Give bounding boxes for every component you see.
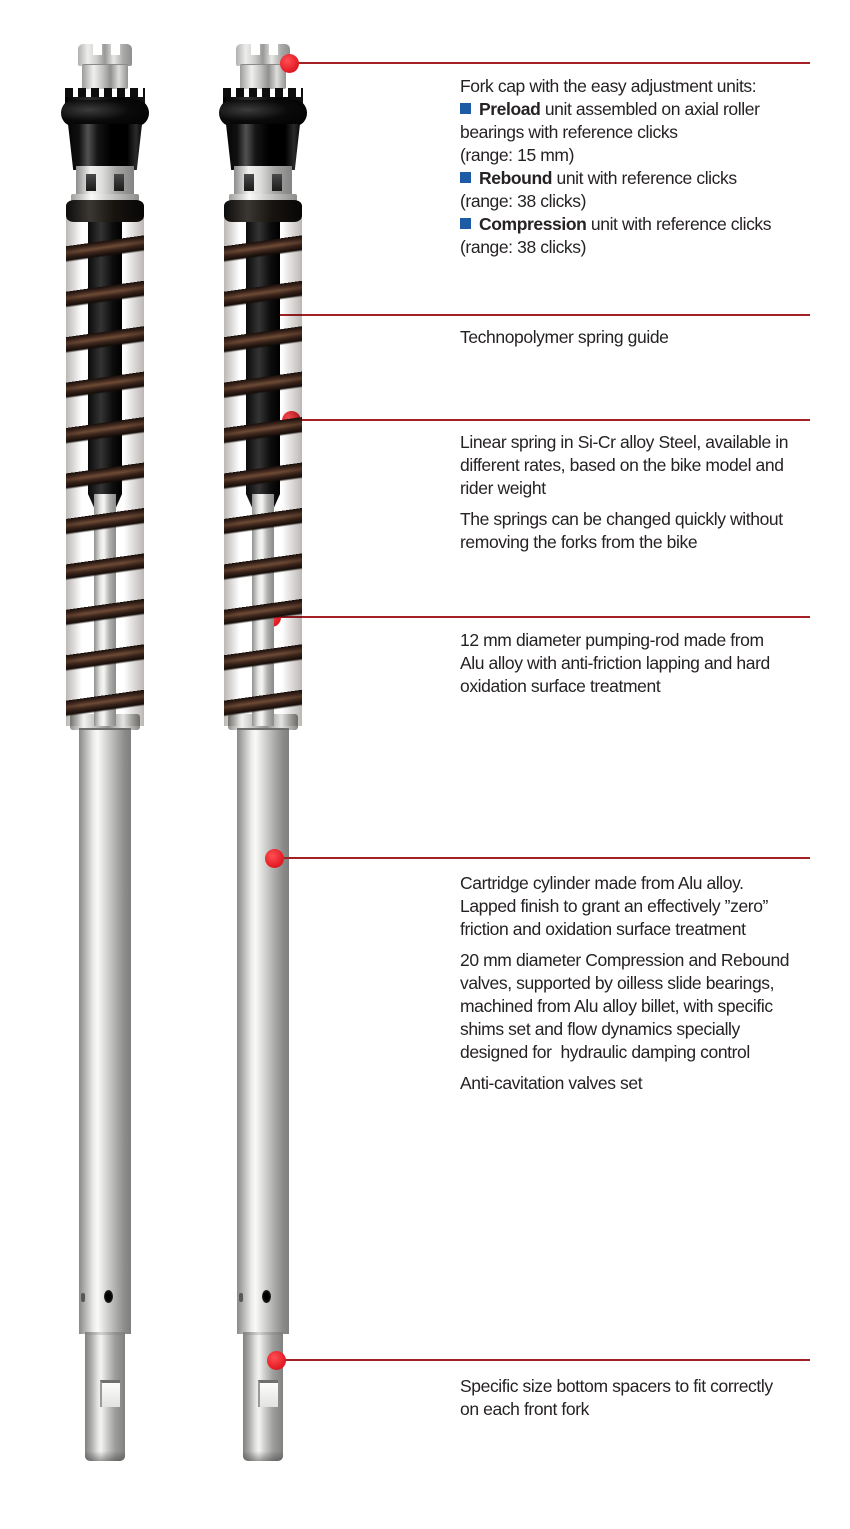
callout-line-pumping-rod	[271, 616, 810, 618]
cap-oring	[219, 100, 307, 126]
adjuster-base	[82, 64, 128, 89]
annotation-line: (range: 38 clicks)	[460, 191, 587, 211]
annotation-line: bearings with reference clicks	[460, 122, 678, 142]
annotation-line: oxidation surface treatment	[460, 676, 661, 696]
linear-spring	[224, 218, 302, 726]
spacer-slot	[258, 1380, 278, 1407]
callout-line-cartridge-cylinder	[274, 857, 810, 859]
bullet-square-icon	[460, 103, 471, 114]
annotation-line: on each front fork	[460, 1399, 589, 1419]
cylinder-hole	[104, 1290, 113, 1303]
annotation-cartridge-cylinder	[460, 872, 830, 1095]
fork-cap-body	[226, 124, 300, 170]
callout-dot-bottom-spacers	[267, 1351, 286, 1370]
cylinder-hole	[262, 1290, 271, 1303]
annotation-line: Lapped finish to grant an effectively ”zero”	[460, 896, 768, 916]
annotation-line: Cartridge cylinder made from Alu alloy.	[460, 873, 744, 893]
annotation-line: (range: 15 mm)	[460, 145, 575, 165]
annotation-line: The springs can be changed quickly without	[460, 509, 783, 529]
annotation-line: 20 mm diameter Compression and Rebound	[460, 950, 790, 970]
annotation-line: shims set and flow dynamics specially	[460, 1019, 740, 1039]
adjuster-base	[240, 64, 286, 89]
annotation-line: different rates, based on the bike model and	[460, 455, 784, 475]
annotation-line: valves, supported by oilless slide bearings,	[460, 973, 775, 993]
annotation-line: Specific size bottom spacers to fit correctly	[460, 1376, 773, 1396]
cartridge-cylinder	[79, 728, 131, 1334]
cap-oring	[61, 100, 149, 126]
annotation-line: Compression unit with reference clicks	[460, 213, 830, 236]
annotation-linear-spring	[460, 431, 830, 554]
spacer-slot	[100, 1380, 120, 1407]
annotation-line: removing the forks from the bike	[460, 532, 698, 552]
cartridge-cylinder	[237, 728, 289, 1334]
annotation-line: (range: 38 clicks)	[460, 237, 587, 257]
linear-spring	[66, 218, 144, 726]
fork-cartridge-left	[50, 0, 160, 1529]
callout-line-linear-spring	[291, 419, 810, 421]
annotation-line: Alu alloy with anti-friction lapping and hard	[460, 653, 770, 673]
annotation-fork-cap	[460, 75, 830, 259]
callout-line-bottom-spacers	[276, 1359, 810, 1361]
annotation-pumping-rod	[460, 629, 830, 698]
annotation-line: Fork cap with the easy adjustment units:	[460, 76, 757, 96]
callout-dot-cartridge-cylinder	[265, 849, 284, 868]
cylinder-mark	[239, 1293, 243, 1302]
annotation-line: rider weight	[460, 478, 546, 498]
preload-adjuster-knob	[78, 44, 132, 66]
bullet-square-icon	[460, 172, 471, 183]
annotation-line: Linear spring in Si-Cr alloy Steel, available in	[460, 432, 789, 452]
annotation-line: 12 mm diameter pumping-rod made from	[460, 630, 764, 650]
annotation-line: Rebound unit with reference clicks	[460, 167, 830, 190]
annotation-line: designed for hydraulic damping control	[460, 1042, 750, 1062]
annotation-line: Preload unit assembled on axial roller	[460, 98, 830, 121]
callout-dot-fork-cap	[280, 54, 299, 73]
annotation-line: Anti-cavitation valves set	[460, 1073, 643, 1093]
callout-line-fork-cap	[290, 62, 810, 64]
annotation-spring-guide	[460, 326, 830, 349]
annotation-line: friction and oxidation surface treatment	[460, 919, 746, 939]
bottom-spacer	[85, 1332, 125, 1461]
fork-cap-body	[68, 124, 142, 170]
bullet-square-icon	[460, 218, 471, 229]
fork-cartridge-right	[208, 0, 318, 1529]
cylinder-mark	[81, 1293, 85, 1302]
callout-line-spring-guide	[267, 314, 810, 316]
annotation-line: Technopolymer spring guide	[460, 327, 669, 347]
annotation-bottom-spacers	[460, 1375, 830, 1421]
annotation-line: machined from Alu alloy billet, with specific	[460, 996, 773, 1016]
